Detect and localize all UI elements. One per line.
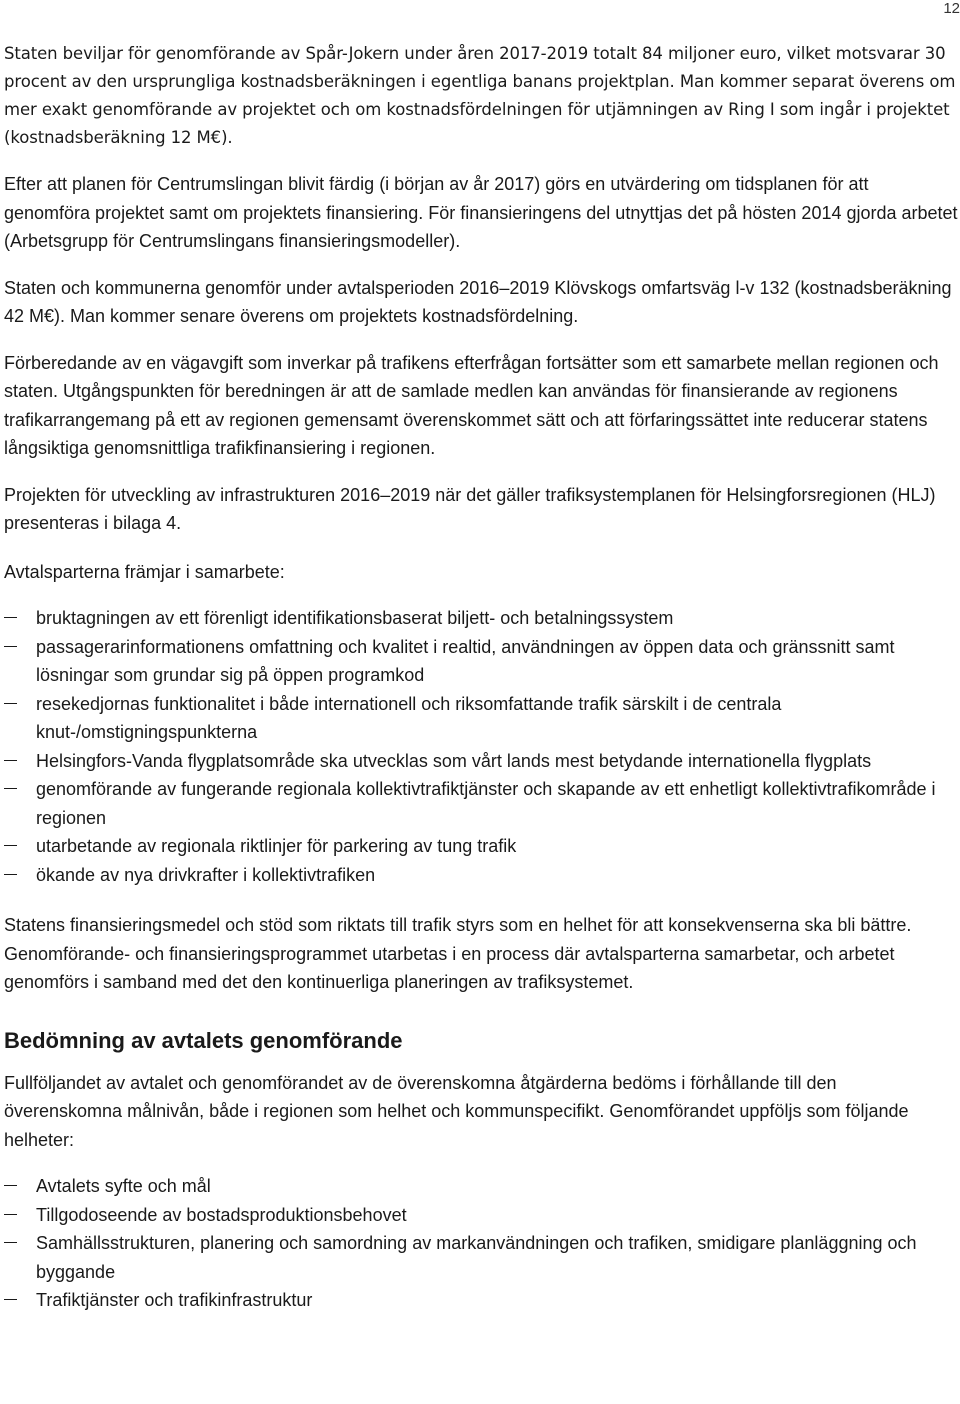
dash-bullet-icon (4, 646, 17, 647)
list-item: Trafiktjänster och trafikinfrastruktur (4, 1286, 958, 1315)
cooperation-list (4, 604, 958, 889)
list-item: Samhällsstrukturen, planering och samordning av markanvändningen och trafiken, smidigare planläggning och byggande (4, 1229, 958, 1286)
dash-bullet-icon (4, 703, 17, 704)
paragraph-spar-jokern: Staten beviljar för genomförande av Spår-Jokern under åren 2017-2019 totalt 84 miljoner euro, vilket motsvarar 30 procent av den ursprungliga kostnadsberäkningen i egentliga banans projektplan. Man kommer separat överens om mer exakt genomförande av projektet och om kostnadsfördelningen för utjämningen av Ring I som ingår i projektet (kostnadsberäkning 12 M€). (4, 44, 956, 147)
dash-bullet-icon (4, 845, 17, 846)
dash-bullet-icon (4, 1299, 17, 1300)
paragraph-projekten: Projekten för utveckling av infrastrukturen 2016–2019 när det gäller trafiksystemplanen för Helsingforsregionen (HLJ) presenteras i bilaga 4. (4, 484, 936, 533)
list-item: Helsingfors-Vanda flygplatsområde ska utvecklas som vårt lands mest betydande internationella flygplats (4, 747, 958, 776)
paragraph-bedomning: Fullföljandet av avtalet och genomförandet av de överenskomna åtgärderna bedöms i förhållande till den överenskomna målnivån, både i regionen som helhet och kommunspecifikt. Genomförandet uppföljs som följande helheter: (4, 1072, 909, 1150)
list-item: resekedjornas funktionalitet i både internationell och riksomfattande trafik särskilt i de centrala knut-/omstigningspunkterna (4, 690, 958, 747)
paragraph-klovskog: Staten och kommunerna genomför under avtalsperioden 2016–2019 Klövskogs omfartsväg l-v 132 (kostnadsberäkning 42 M€). Man kommer senare överens om projektets kostnadsfördelning. (4, 277, 952, 326)
list-item: bruktagningen av ett förenligt identifikationsbaserat biljett- och betalningssystem (4, 604, 958, 633)
dash-bullet-icon (4, 788, 17, 789)
dash-bullet-icon (4, 760, 17, 761)
dash-bullet-icon (4, 1214, 17, 1215)
dash-bullet-icon (4, 874, 17, 875)
dash-bullet-icon (4, 617, 17, 618)
list-item: Tillgodoseende av bostadsproduktionsbehovet (4, 1201, 958, 1230)
page-content (4, 40, 958, 1337)
dash-bullet-icon (4, 1242, 17, 1243)
list-item: ökande av nya drivkrafter i kollektivtrafiken (4, 861, 958, 890)
list-item: utarbetande av regionala riktlinjer för parkering av tung trafik (4, 832, 958, 861)
paragraph-finansieringsmedel: Statens finansieringsmedel och stöd som riktats till trafik styrs som en helhet för att konsekvenserna ska bli bättre. Genomförande- och finansieringsprogrammet utarbetas i en process där avtalsparterna samarbetar, och arbetet genomförs i samband med det den kontinuerliga planeringen av trafiksystemet. (4, 915, 912, 992)
assessment-list (4, 1172, 958, 1315)
page-number: 12 (943, 0, 960, 17)
paragraph-centrumslingan: Efter att planen för Centrumslingan blivit färdig (i början av år 2017) görs en utvärdering om tidsplanen för att genomföra projektet samt om projektets finansiering. För finansieringens del utnyttjas det på hösten 2014 gjorda arbetet (Arbetsgrupp för Centrumslingans finansieringsmodeller). (4, 174, 958, 251)
section-heading: Bedömning av avtalets genomförande (4, 1027, 403, 1053)
list-item: passagerarinformationens omfattning och kvalitet i realtid, användningen av öppen data och gränssnitt samt lösningar som grundar sig på öppen programkod (4, 633, 958, 690)
dash-bullet-icon (4, 1185, 17, 1186)
paragraph-vagavgift: Förberedande av en vägavgift som inverkar på trafikens efterfrågan fortsätter som ett samarbete mellan regionen och staten. Utgångspunkten för beredningen är att de samlade medlen kan användas för finansierande av regionens trafikarrangemang på ett av regionen gemensamt överenskommet sätt och att förfaringssättet inte reducerar statens långsiktiga genomsnittliga trafikfinansiering i regionen. (4, 352, 939, 458)
list-item: genomförande av fungerande regionala kollektivtrafiktjänster och skapande av ett enhetligt kollektivtrafikområde i regionen (4, 775, 958, 832)
list-item: Avtalets syfte och mål (4, 1172, 958, 1201)
list-intro: Avtalsparterna främjar i samarbete: (4, 561, 285, 582)
